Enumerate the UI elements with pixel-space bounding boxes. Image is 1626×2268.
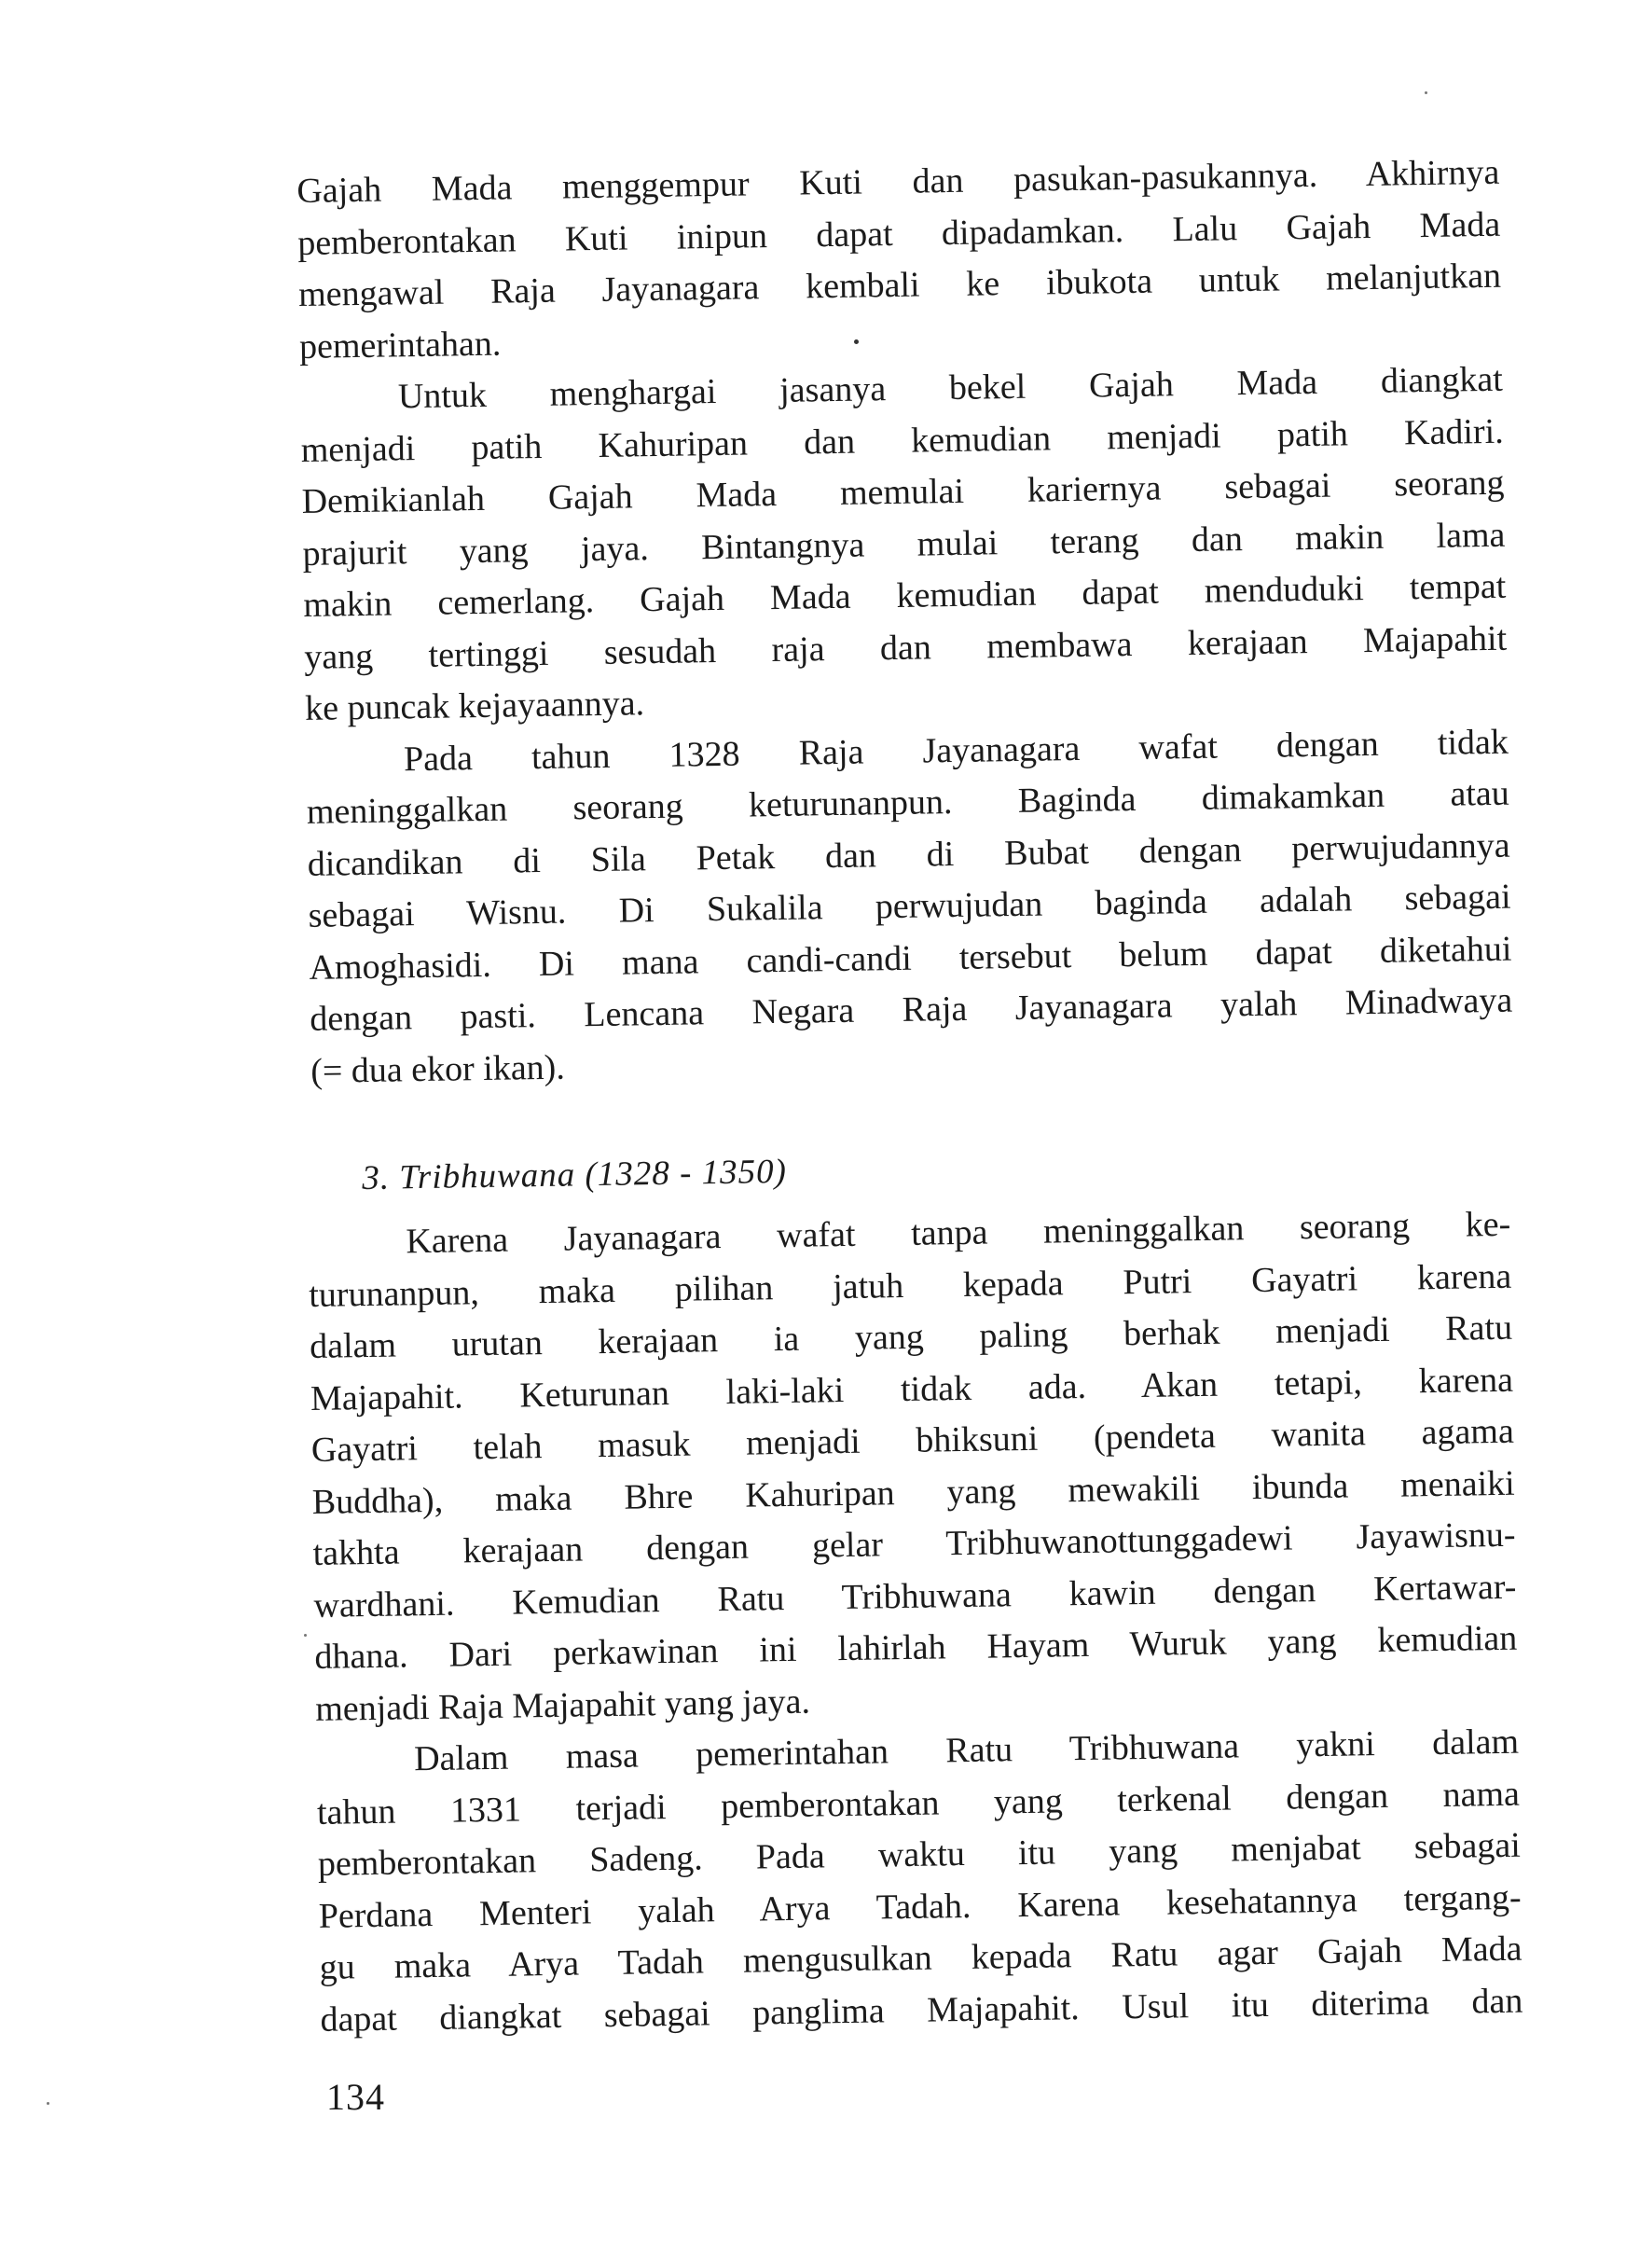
text-line: wardhani. Kemudian Ratu Tribhuwana kawin dengan Kertawar- bbox=[313, 1567, 1517, 1625]
text-line: (= dua ekor ikan). bbox=[310, 1047, 566, 1091]
text-line: Majapahit. Keturunan laki-laki tidak ada. Akan tetapi, karena bbox=[310, 1360, 1514, 1418]
text-line: prajurit yang jaya. Bintangnya mulai terang dan makin lama bbox=[302, 515, 1506, 574]
scan-speck bbox=[854, 339, 859, 344]
text-line: pemberontakan Kuti inipun dapat dipadamkan. Lalu Gajah Mada bbox=[296, 204, 1501, 263]
text-line: mengawal Raja Jayanagara kembali ke ibukota untuk melanjutkan bbox=[297, 256, 1502, 314]
text-line: Untuk menghargai jasanya bekel Gajah Mada diangkat bbox=[397, 359, 1504, 417]
text-line: Amoghasidi. Di mana candi-candi tersebut belum dapat diketahui bbox=[309, 929, 1512, 988]
text-line: yang tertinggi sesudah raja dan membawa kerajaan Majapahit bbox=[303, 618, 1508, 677]
text-line: pemberontakan Sadeng. Pada waktu itu yang menjabat sebagai bbox=[317, 1825, 1522, 1884]
text-line: makin cemerlang. Gajah Mada kemudian dapat menduduki tempat bbox=[303, 566, 1507, 625]
text-line: turunanpun, maka pilihan jatuh kepada Putri Gayatri karena bbox=[308, 1256, 1512, 1315]
text-line: meninggalkan seorang keturunanpun. Baginda dimakamkan atau bbox=[306, 773, 1510, 832]
text-line: Buddha), maka Bhre Kahuripan yang mewakili ibunda menaiki bbox=[311, 1463, 1515, 1522]
text-line: dapat diangkat sebagai panglima Majapahit. Usul itu diterima dan bbox=[320, 1981, 1523, 2040]
section-heading: 3. Tribhuwana (1328 - 1350) bbox=[362, 1152, 788, 1197]
text-line: dalam urutan kerajaan ia yang paling berhak menjadi Ratu bbox=[309, 1307, 1513, 1366]
text-line: tahun 1331 terjadi pemberontakan yang terkenal dengan nama bbox=[316, 1774, 1521, 1832]
text-line: Demikianlah Gajah Mada memulai kariernya sebagai seorang bbox=[301, 463, 1505, 521]
text-line: menjadi Raja Majapahit yang jaya. bbox=[314, 1681, 811, 1729]
text-line: pemerintahan. bbox=[298, 324, 502, 366]
text-line: sebagai Wisnu. Di Sukalila perwujudan baginda adalah sebagai bbox=[308, 877, 1511, 935]
text-line: dhana. Dari perkawinan ini lahirlah Hayam Wuruk yang kemudian bbox=[314, 1618, 1518, 1677]
text-line: Pada tahun 1328 Raja Jayanagara wafat dengan tidak bbox=[403, 722, 1509, 779]
body-text-bottom bbox=[308, 1199, 1523, 2046]
text-line: dicandikan di Sila Petak dan di Bubat dengan perwujudannya bbox=[307, 825, 1510, 884]
text-line: Perdana Menteri yalah Arya Tadah. Karena kesehatannya tergang- bbox=[318, 1877, 1522, 1936]
text-line: Gajah Mada menggempur Kuti dan pasukan-pasukannya. Akhirnya bbox=[296, 152, 1500, 211]
page-number: 134 bbox=[326, 2076, 385, 2118]
text-line: takhta kerajaan dengan gelar Tribhuwanottunggadewi Jayawisnu- bbox=[312, 1514, 1516, 1573]
body-text-top bbox=[296, 147, 1514, 1098]
text-line: Karena Jayanagara wafat tanpa meninggalkan seorang ke- bbox=[406, 1204, 1511, 1262]
text-line: dengan pasti. Lencana Negara Raja Jayanagara yalah Minadwaya bbox=[310, 980, 1513, 1039]
scan-speck bbox=[304, 1634, 307, 1637]
text-line: ke puncak kejayaannya. bbox=[304, 684, 645, 728]
text-line: Dalam masa pemerintahan Ratu Tribhuwana yakni dalam bbox=[413, 1722, 1520, 1779]
text-line: Gayatri telah masuk menjadi bhiksuni (pendeta wanita agama bbox=[310, 1411, 1515, 1470]
scan-speck bbox=[1425, 91, 1427, 94]
text-line: menjadi patih Kahuripan dan kemudian menjadi patih Kadiri. bbox=[300, 411, 1504, 470]
text-line: gu maka Arya Tadah mengusulkan kepada Ratu agar Gajah Mada bbox=[319, 1929, 1523, 1987]
scan-speck bbox=[47, 2102, 49, 2105]
